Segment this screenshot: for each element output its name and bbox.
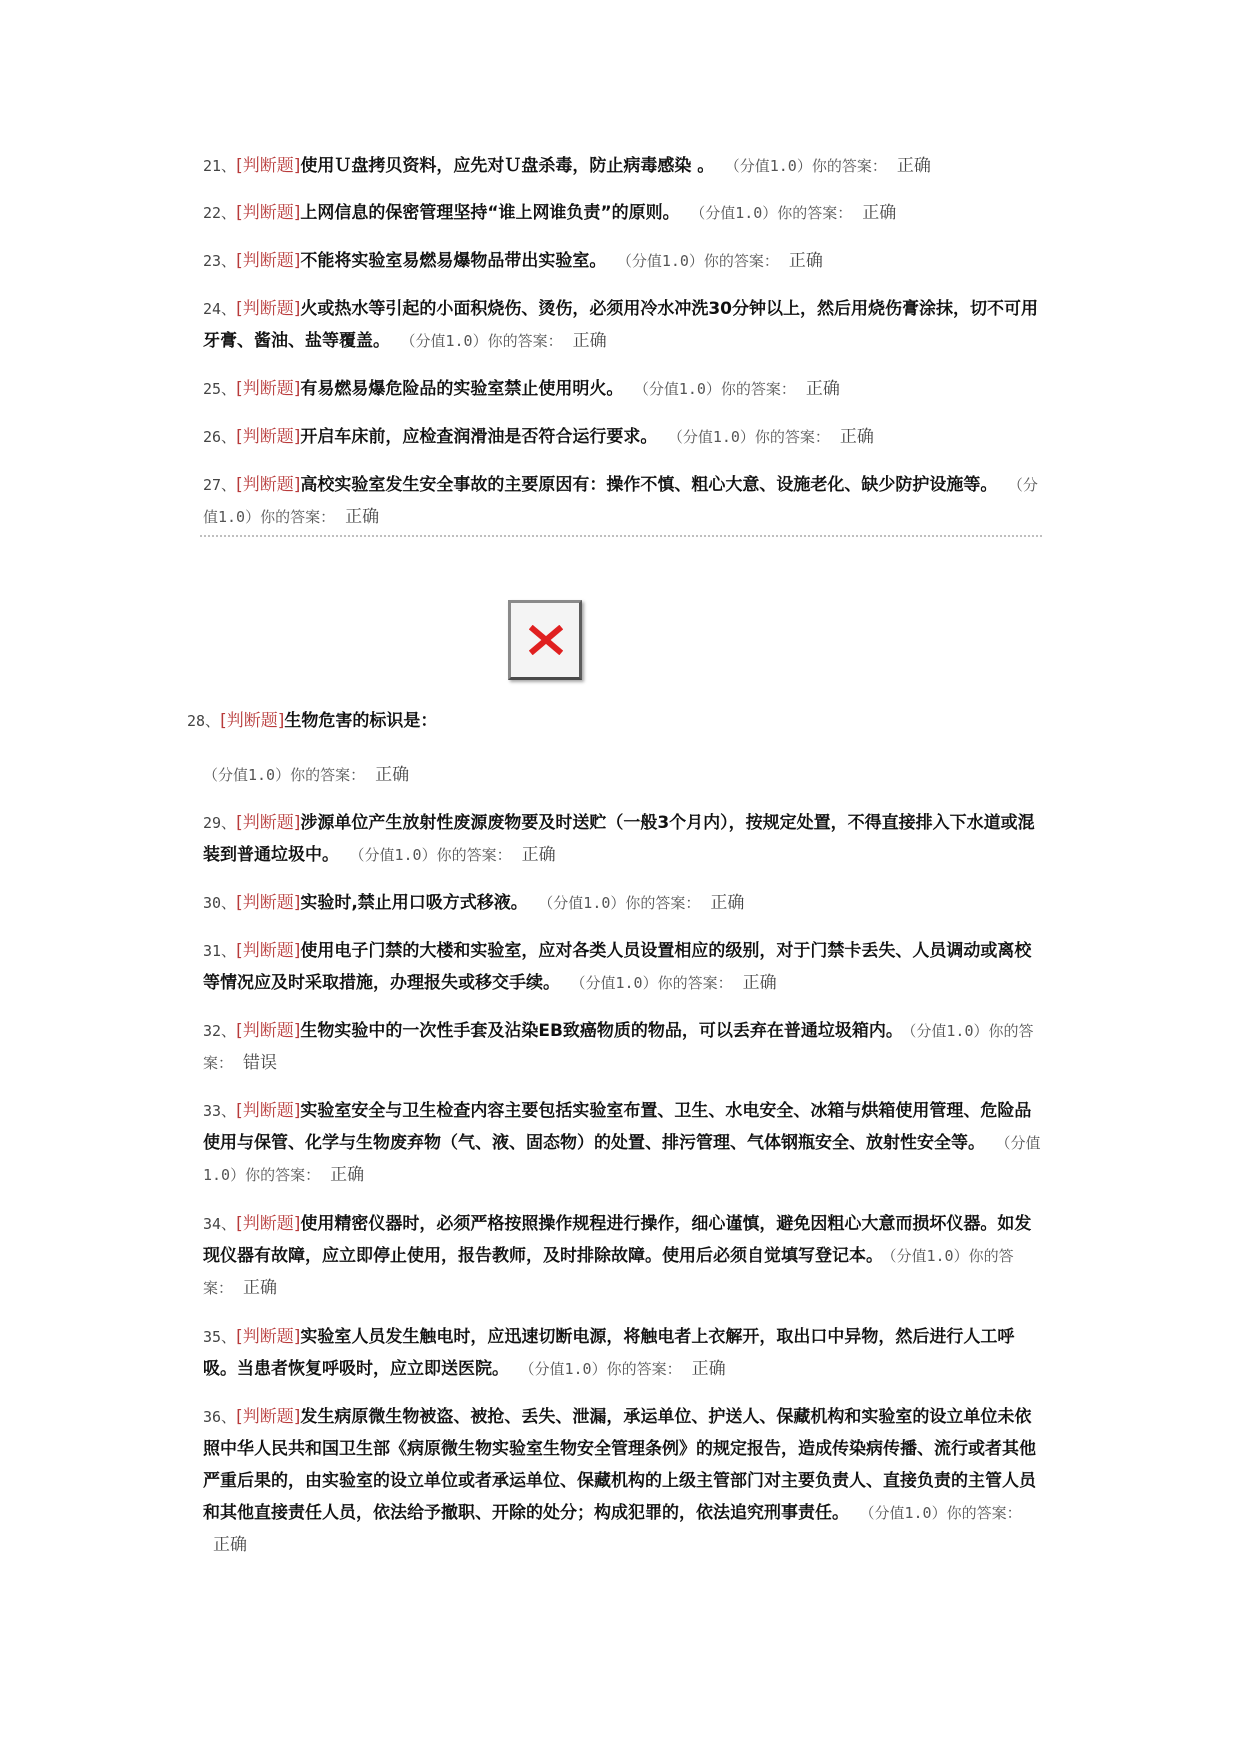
question-number: 23、 (203, 252, 237, 270)
question-text: 发生病原微生物被盗、被抢、丢失、泄漏，承运单位、护送人、保藏机构和实验室的设立单位未依照中华人民共和国卫生部《病原微生物实验室生物安全管理条例》的规定报告，造成传染病传播、流行或者其他严重后果的，由实验室的设立单位或者承运单位、保藏机构的上级主管部门对主要负责人、直接负责的主管人员和其他直接责任人员，依法给予撤职、开除的处分；构成犯罪的，依法追究刑事责任。 (203, 1407, 1036, 1523)
question-27 (203, 469, 1041, 533)
score-label: （分值1.0）你的答案： (527, 1360, 682, 1378)
question-26 (203, 421, 1041, 453)
score-label: （分值1.0）你的答案： (408, 332, 563, 350)
question-type-tag: [判断题] (236, 379, 301, 399)
question-type-tag: [判断题] (236, 1407, 301, 1427)
question-30 (203, 887, 1041, 919)
score-label: （分值1.0）你的答案： (357, 846, 512, 864)
question-22 (203, 197, 1041, 229)
question-number: 26、 (203, 428, 237, 446)
score-label: （分值1.0）你的答案： (203, 476, 1038, 526)
question-text: 生物实验中的一次性手套及沾染EB致癌物质的物品，可以丢弃在普通垃圾箱内。 (300, 1021, 903, 1041)
question-type-tag: [判断题] (236, 156, 301, 176)
question-number: 24、 (203, 300, 237, 318)
answer-value: 正确 (788, 251, 823, 271)
answer-value: 正确 (839, 427, 874, 447)
answer-value: 正确 (521, 845, 556, 865)
score-label: （分值1.0）你的答案： (203, 1134, 1041, 1184)
answer-value: 错误 (243, 1053, 278, 1073)
question-type-tag: [判断题] (236, 893, 301, 913)
section-divider (200, 535, 1042, 537)
question-type-tag: [判断题] (236, 1327, 301, 1347)
question-25 (203, 373, 1041, 405)
answer-value: 正确 (345, 507, 380, 527)
question-text: 使用精密仪器时，必须严格按照操作规程进行操作，细心谨慎，避免因粗心大意而损坏仪器。如发现仪器有故障，应立即停止使用，报告教师，及时排除故障。使用后必须自觉填写登记本。 (203, 1214, 1032, 1266)
answer-value: 正确 (691, 1359, 726, 1379)
score-label: （分值1.0）你的答案： (203, 1247, 1014, 1297)
question-number: 36、 (203, 1408, 237, 1426)
question-type-tag: [判断题] (236, 1101, 301, 1121)
question-number: 33、 (203, 1102, 237, 1120)
question-type-tag: [判断题] (236, 299, 301, 319)
question-29 (203, 807, 1041, 871)
question-number: 27、 (203, 476, 237, 494)
score-label: （分值1.0）你的答案： (203, 766, 366, 784)
question-31 (203, 935, 1041, 999)
question-34 (203, 1208, 1041, 1304)
question-33 (203, 1095, 1041, 1191)
question-number: 28、 (187, 712, 221, 730)
question-32 (203, 1015, 1041, 1079)
question-number: 32、 (203, 1022, 237, 1040)
answer-value: 正确 (805, 379, 840, 399)
score-label: （分值1.0）你的答案： (675, 428, 830, 446)
answer-value: 正确 (243, 1278, 278, 1298)
question-number: 22、 (203, 204, 237, 222)
question-type-tag: [判断题] (220, 711, 285, 731)
answer-value: 正确 (572, 331, 607, 351)
question-28 (187, 705, 1025, 737)
score-label: （分值1.0）你的答案： (203, 1022, 1034, 1072)
question-text: 实验室人员发生触电时，应迅速切断电源，将触电者上衣解开，取出口中异物，然后进行人工呼吸。当患者恢复呼吸时，应立即送医院。 (203, 1327, 1015, 1379)
question-type-tag: [判断题] (236, 1021, 301, 1041)
question-number: 30、 (203, 894, 237, 912)
question-text: 涉源单位产生放射性废源废物要及时送贮（一般3个月内），按规定处置，不得直接排入下水道或混装到普通垃圾中。 (203, 813, 1035, 865)
question-number: 31、 (203, 942, 237, 960)
question-type-tag: [判断题] (236, 813, 301, 833)
answer-value: 正确 (896, 156, 931, 176)
question-number: 35、 (203, 1328, 237, 1346)
score-label: （分值1.0）你的答案： (578, 974, 733, 992)
question-number: 29、 (203, 814, 237, 832)
question-type-tag: [判断题] (236, 203, 301, 223)
question-type-tag: [判断题] (236, 941, 301, 961)
question-text: 有易燃易爆危险品的实验室禁止使用明火。 (300, 379, 624, 399)
answer-value: 正确 (375, 765, 410, 785)
question-text: 火或热水等引起的小面积烧伤、烫伤，必须用冷水冲洗30分钟以上，然后用烧伤膏涂抹，切不可用牙膏、酱油、盐等覆盖。 (203, 299, 1038, 351)
score-label: （分值1.0）你的答案： (624, 252, 779, 270)
broken-image-placeholder (508, 600, 582, 680)
question-24 (203, 293, 1041, 357)
score-label: （分值1.0）你的答案： (732, 157, 887, 175)
answer-value: 正确 (330, 1165, 365, 1185)
answer-value: 正确 (862, 203, 897, 223)
question-text: 使用Ｕ盘拷贝资料，应先对Ｕ盘杀毒，防止病毒感染 。 (300, 156, 715, 176)
question-text: 实验时,禁止用口吸方式移液。 (300, 893, 528, 913)
answer-value: 正确 (742, 973, 777, 993)
question-text: 上网信息的保密管理坚持“谁上网谁负责”的原则。 (300, 203, 680, 223)
question-text: 实验室安全与卫生检查内容主要包括实验室布置、卫生、水电安全、冰箱与烘箱使用管理、危险品使用与保管、化学与生物废弃物（气、液、固态物）的处置、排污管理、气体钢瓶安全、放射性安全等。 (203, 1101, 1032, 1153)
question-23 (203, 245, 1041, 277)
red-x-icon (529, 625, 563, 655)
question-text: 生物危害的标识是： (284, 711, 438, 731)
question-text: 使用电子门禁的大楼和实验室，应对各类人员设置相应的级别，对于门禁卡丢失、人员调动或离校等情况应及时采取措施，办理报失或移交手续。 (203, 941, 1032, 993)
question-text: 开启车床前，应检查润滑油是否符合运行要求。 (300, 427, 658, 447)
question-text: 不能将实验室易燃易爆物品带出实验室。 (300, 251, 607, 271)
question-type-tag: [判断题] (236, 1214, 301, 1234)
question-type-tag: [判断题] (236, 475, 301, 495)
question-number: 34、 (203, 1215, 237, 1233)
question-36 (203, 1401, 1041, 1561)
score-label: （分值1.0）你的答案： (867, 1504, 1022, 1522)
score-label: （分值1.0）你的答案： (545, 894, 701, 912)
question-35 (203, 1321, 1041, 1385)
score-label: （分值1.0）你的答案： (641, 380, 796, 398)
question-21 (203, 150, 1041, 182)
question-type-tag: [判断题] (236, 251, 301, 271)
question-28-answer-line (203, 759, 1041, 791)
answer-value: 正确 (213, 1535, 247, 1555)
question-type-tag: [判断题] (236, 427, 301, 447)
answer-value: 正确 (710, 893, 745, 913)
question-text: 高校实验室发生安全事故的主要原因有：操作不慎、粗心大意、设施老化、缺少防护设施等。 (300, 475, 998, 495)
question-number: 25、 (203, 380, 237, 398)
question-number: 21、 (203, 157, 237, 175)
score-label: （分值1.0）你的答案： (697, 204, 853, 222)
